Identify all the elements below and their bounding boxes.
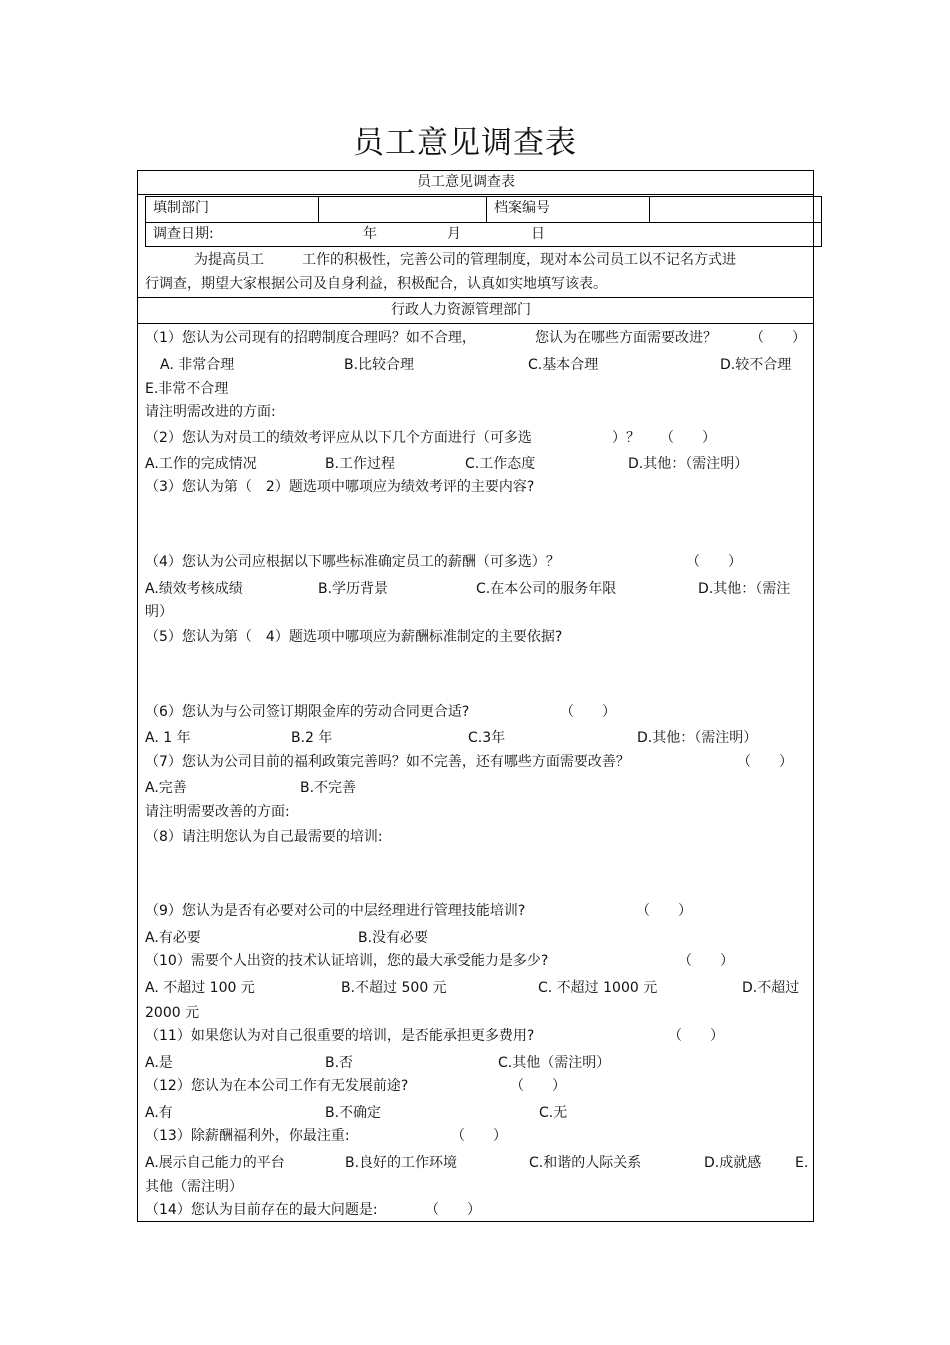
q13-option-e-cont: 其他（需注明） (145, 1179, 243, 1195)
q6-option-a[interactable]: A. 1 年 (145, 730, 191, 746)
q6-option-d[interactable]: D.其他：（需注明） (637, 730, 758, 746)
q4-question: （4）您认为公司应根据以下哪些标准确定员工的薪酬（可多选）？ (145, 554, 560, 570)
month-label: 月 (447, 226, 461, 242)
q10-option-d-cont: 2000 元 (145, 1005, 200, 1021)
date-label: 调查日期: (153, 226, 214, 242)
q10-option-d[interactable]: D.不超过 (742, 980, 800, 996)
department-label: 行政人力资源管理部门 (391, 302, 531, 318)
archive-field[interactable] (655, 200, 815, 218)
archive-label: 档案编号 (494, 200, 550, 216)
q1-question-b: 您认为在哪些方面需要改进？ (535, 330, 717, 346)
q7-note: 请注明需要改善的方面: (145, 804, 290, 820)
q1-note: 请注明需改进的方面: (145, 404, 276, 420)
q13-option-e[interactable]: E. (795, 1155, 809, 1171)
q8-question: （8）请注明您认为自己最需要的培训: (145, 829, 383, 845)
q3-answer-area[interactable] (145, 500, 805, 548)
q4-option-b[interactable]: B.学历背景 (318, 581, 389, 597)
q9-answer-paren[interactable]: （ ） (636, 903, 692, 919)
q1-option-e[interactable]: E.非常不合理 (145, 381, 229, 397)
q13-answer-paren[interactable]: （ ） (451, 1128, 507, 1144)
q12-option-c[interactable]: C.无 (539, 1105, 568, 1121)
q12-answer-paren[interactable]: （ ） (510, 1078, 566, 1094)
q2-option-c[interactable]: C.工作态度 (465, 456, 536, 472)
day-label: 日 (531, 226, 545, 242)
q2-question-b: ）？ (612, 430, 640, 446)
q1-question: （1）您认为公司现有的招聘制度合理吗？如不合理， (145, 330, 476, 346)
q1-option-c[interactable]: C.基本合理 (528, 357, 599, 373)
q6-question: （6）您认为与公司签订期限金库的劳动合同更合适? (145, 704, 470, 720)
intro-line1-a: 为提高员工 (194, 252, 264, 268)
q13-option-b[interactable]: B.良好的工作环境 (345, 1155, 458, 1171)
q1-option-b[interactable]: B.比较合理 (344, 357, 415, 373)
q1-option-d[interactable]: D.较不合理 (720, 357, 792, 373)
q10-answer-paren[interactable]: （ ） (678, 953, 734, 969)
dept-label: 填制部门 (153, 200, 209, 216)
q2-answer-paren[interactable]: （ ） (660, 430, 716, 446)
dept-field[interactable] (324, 200, 482, 218)
q11-answer-paren[interactable]: （ ） (668, 1028, 724, 1044)
q5-question: （5）您认为第（ 4）题选项中哪项应为薪酬标准制定的主要依据? (145, 629, 563, 645)
q13-option-a[interactable]: A.展示自己能力的平台 (145, 1155, 285, 1171)
q4-option-c[interactable]: C.在本公司的服务年限 (476, 581, 617, 597)
q7-answer-paren[interactable]: （ ） (737, 754, 793, 770)
year-label: 年 (363, 226, 377, 242)
q11-option-b[interactable]: B.否 (325, 1055, 354, 1071)
q6-option-c[interactable]: C.3年 (468, 730, 506, 746)
q12-option-b[interactable]: B.不确定 (325, 1105, 382, 1121)
q9-question: （9）您认为是否有必要对公司的中层经理进行管理技能培训? (145, 903, 526, 919)
q12-question: （12）您认为在本公司工作有无发展前途? (145, 1078, 409, 1094)
q1-answer-paren[interactable]: （ ） (750, 330, 806, 346)
q2-option-a[interactable]: A.工作的完成情况 (145, 456, 257, 472)
document-title: 员工意见调查表 (353, 125, 577, 161)
intro-line2: 行调查，期望大家根据公司及自身利益，积极配合，认真如实地填写该表。 (145, 276, 607, 292)
q4-option-d-cont: 明） (145, 604, 173, 620)
q7-option-a[interactable]: A.完善 (145, 780, 187, 796)
q14-answer-paren[interactable]: （ ） (425, 1202, 481, 1218)
q11-question: （11）如果您认为对自己很重要的培训，是否能承担更多费用? (145, 1028, 535, 1044)
intro-line1-b: 工作的积极性，完善公司的管理制度，现对本公司员工以不记名方式进 (302, 252, 736, 268)
q3-question: （3）您认为第（ 2）题选项中哪项应为绩效考评的主要内容? (145, 479, 535, 495)
q13-question: （13）除薪酬福利外，你最注重: (145, 1128, 350, 1144)
q9-option-b[interactable]: B.没有必要 (358, 930, 429, 946)
q12-option-a[interactable]: A.有 (145, 1105, 173, 1121)
q6-answer-paren[interactable]: （ ） (560, 704, 616, 720)
q7-question: （7）您认为公司目前的福利政策完善吗？如不完善，还有哪些方面需要改善？ (145, 754, 630, 770)
q7-option-b[interactable]: B.不完善 (300, 780, 357, 796)
q9-option-a[interactable]: A.有必要 (145, 930, 201, 946)
q1-option-a[interactable]: A. 非常合理 (160, 357, 235, 373)
q2-option-d[interactable]: D.其他：（需注明） (628, 456, 749, 472)
q8-answer-area[interactable] (145, 850, 805, 898)
q13-option-c[interactable]: C.和谐的人际关系 (529, 1155, 642, 1171)
q11-option-c[interactable]: C.其他（需注明） (498, 1055, 611, 1071)
q14-question: （14）您认为目前存在的最大问题是: (145, 1202, 378, 1218)
q2-option-b[interactable]: B.工作过程 (325, 456, 396, 472)
q10-option-c[interactable]: C. 不超过 1000 元 (538, 980, 658, 996)
q4-option-d[interactable]: D.其他：（需注 (698, 581, 791, 597)
q13-option-d[interactable]: D.成就感 (704, 1155, 762, 1171)
q5-answer-area[interactable] (145, 650, 805, 698)
q10-option-b[interactable]: B.不超过 500 元 (341, 980, 447, 996)
q10-option-a[interactable]: A. 不超过 100 元 (145, 980, 255, 996)
q4-answer-paren[interactable]: （ ） (686, 554, 742, 570)
q4-option-a[interactable]: A.绩效考核成绩 (145, 581, 243, 597)
q11-option-a[interactable]: A.是 (145, 1055, 173, 1071)
table-title: 员工意见调查表 (417, 174, 515, 190)
q10-question: （10）需要个人出资的技术认证培训，您的最大承受能力是多少? (145, 953, 549, 969)
q2-question: （2）您认为对员工的绩效考评应从以下几个方面进行（可多选 (145, 430, 532, 446)
q6-option-b[interactable]: B.2 年 (291, 730, 333, 746)
